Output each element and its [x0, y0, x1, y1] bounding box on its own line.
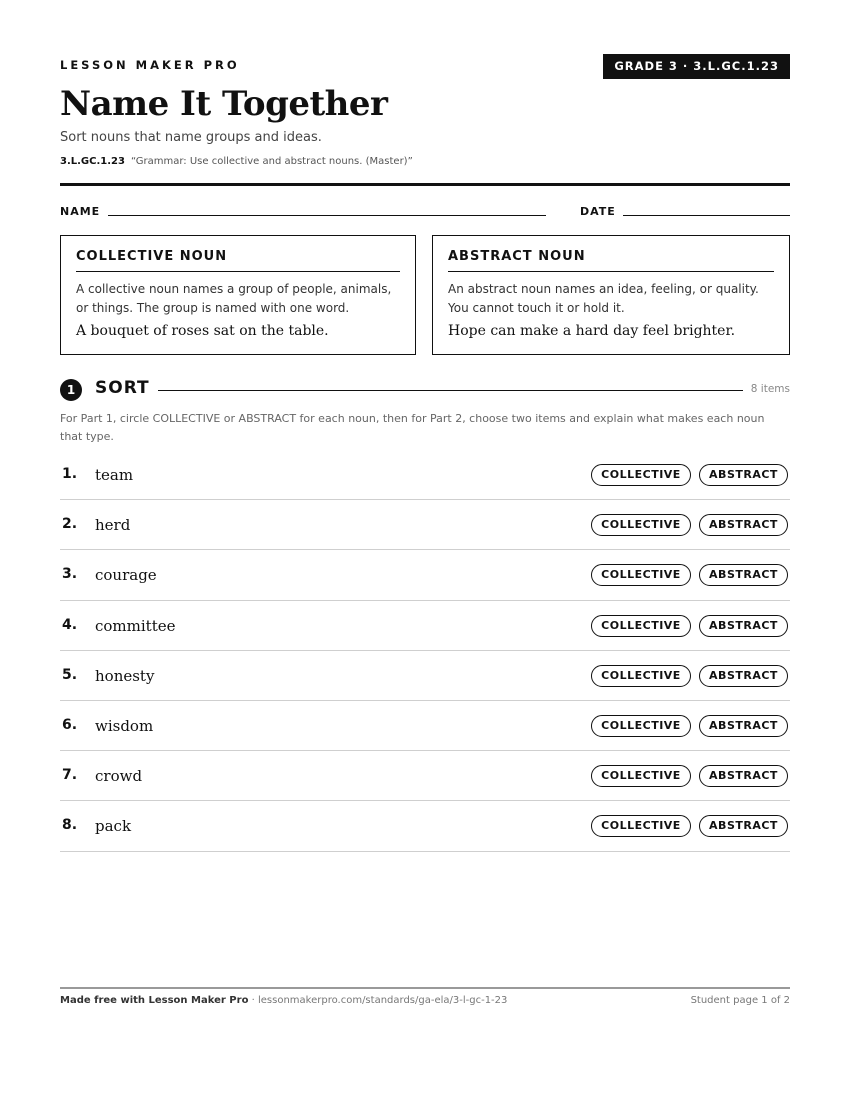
item-list [60, 450, 790, 852]
collective-choice[interactable]: COLLECTIVE [591, 665, 691, 687]
item-number: 8. [62, 817, 78, 834]
collective-choice[interactable]: COLLECTIVE [591, 514, 691, 536]
item-word: herd [95, 516, 131, 535]
list-item [60, 601, 790, 651]
list-item [60, 550, 790, 600]
page-title: Name It Together [60, 84, 388, 124]
card-example: Hope can make a hard day feel brighter. [448, 323, 736, 339]
item-number: 3. [62, 566, 78, 583]
abstract-choice[interactable]: ABSTRACT [699, 564, 788, 586]
item-word: team [95, 466, 134, 484]
list-item [60, 751, 790, 801]
grade-badge: GRADE 3 · 3.L.GC.1.23 [603, 54, 790, 79]
item-number: 2. [62, 516, 78, 533]
collective-choice[interactable]: COLLECTIVE [591, 615, 691, 637]
item-count: 8 items [750, 383, 790, 395]
item-number: 5. [62, 666, 78, 683]
abstract-choice[interactable]: ABSTRACT [699, 815, 788, 837]
name-field[interactable] [108, 215, 546, 216]
brand-name: LESSON MAKER PRO [60, 58, 240, 72]
item-number: 1. [62, 466, 78, 482]
card-title: ABSTRACT NOUN [448, 249, 774, 272]
footer-url: · lessonmakerpro.com/standards/ga-ela/3-l-gc-1-23 [248, 995, 508, 1006]
footer-divider [60, 987, 790, 989]
item-word: honesty [95, 666, 155, 685]
item-number: 6. [62, 716, 78, 733]
abstract-choice[interactable]: ABSTRACT [699, 514, 788, 536]
list-item [60, 701, 790, 751]
abstract-choice[interactable]: ABSTRACT [699, 464, 788, 486]
date-field[interactable] [623, 215, 790, 216]
list-item [60, 801, 790, 851]
card-definition: An abstract noun names an idea, feeling, or quality. You cannot touch it or hold it. [448, 282, 759, 315]
abstract-choice[interactable]: ABSTRACT [699, 715, 788, 737]
abstract-choice[interactable]: ABSTRACT [699, 615, 788, 637]
collective-choice[interactable]: COLLECTIVE [591, 815, 691, 837]
collective-choice[interactable]: COLLECTIVE [591, 564, 691, 586]
standard-description: “Grammar: Use collective and abstract nouns. (Master)” [130, 156, 413, 167]
collective-choice[interactable]: COLLECTIVE [591, 765, 691, 787]
worksheet-page [60, 0, 790, 1100]
abstract-choice[interactable]: ABSTRACT [699, 665, 788, 687]
abstract-noun-card [432, 235, 790, 355]
header-divider [60, 183, 790, 186]
card-example: A bouquet of roses sat on the table. [76, 323, 329, 339]
collective-noun-card [60, 235, 416, 355]
list-item [60, 651, 790, 701]
collective-choice[interactable]: COLLECTIVE [591, 464, 691, 486]
item-word: pack [95, 817, 132, 836]
name-label: NAME [60, 205, 101, 218]
item-word: crowd [95, 767, 143, 786]
footer-credit [60, 995, 507, 1006]
standard-line [60, 156, 413, 167]
standard-code: 3.L.GC.1.23 [60, 156, 125, 167]
item-number: 4. [62, 616, 78, 633]
date-label: DATE [580, 205, 616, 218]
item-number: 7. [62, 767, 78, 784]
item-word: courage [95, 566, 157, 585]
card-title: COLLECTIVE NOUN [76, 249, 400, 272]
item-word: committee [95, 616, 176, 635]
abstract-choice[interactable]: ABSTRACT [699, 765, 788, 787]
collective-choice[interactable]: COLLECTIVE [591, 715, 691, 737]
list-item [60, 450, 790, 500]
section-title: SORT [95, 378, 150, 398]
footer-made-with: Made free with Lesson Maker Pro [60, 995, 249, 1006]
card-definition: A collective noun names a group of people, animals, or things. The group is named with one word. [76, 282, 392, 315]
footer-page-number: Student page 1 of 2 [690, 995, 790, 1006]
list-item [60, 500, 790, 550]
section-instructions: For Part 1, circle COLLECTIVE or ABSTRACT for each noun, then for Part 2, choose two items and explain what makes each noun that type. [60, 412, 765, 443]
section-number-badge: 1 [60, 379, 82, 401]
section-divider [158, 390, 743, 391]
item-word: wisdom [95, 716, 154, 735]
page-subtitle: Sort nouns that name groups and ideas. [60, 130, 322, 145]
